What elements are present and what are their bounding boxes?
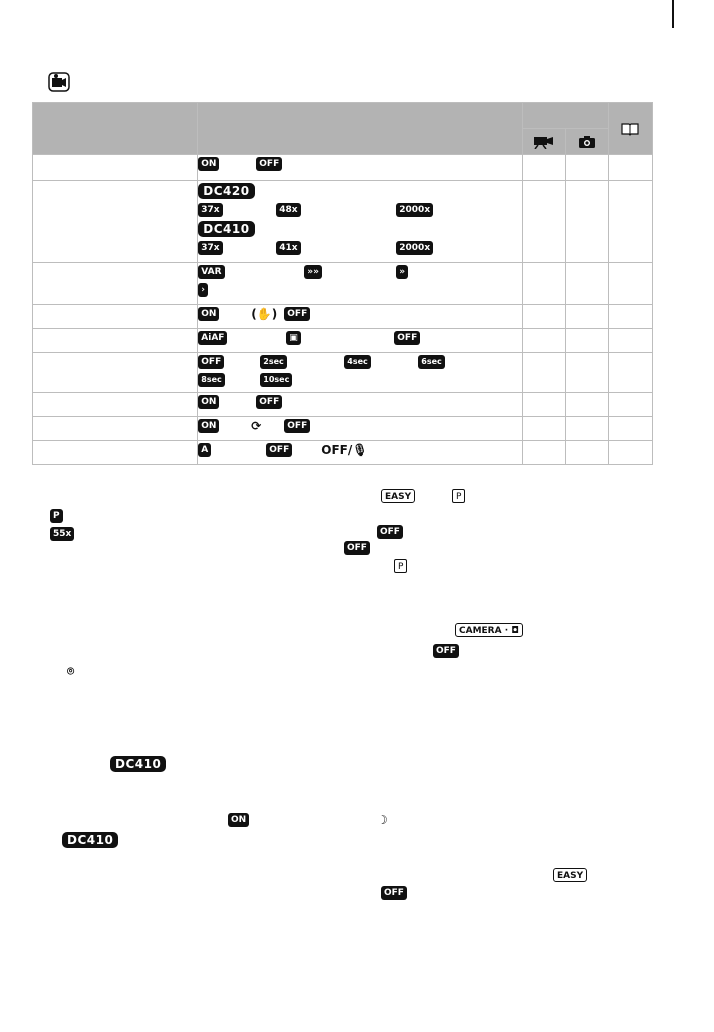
- mode-check-cell: [608, 353, 652, 393]
- options-line: [198, 181, 522, 201]
- 2000x-icon: 2000x: [396, 203, 433, 217]
- mode-check-cell: [608, 441, 652, 465]
- header-options-cell: [198, 103, 523, 155]
- 48x-icon: 48x: [276, 203, 300, 217]
- options-line: [198, 219, 522, 239]
- mode-check-cell: [522, 441, 565, 465]
- off-icon: OFF: [256, 395, 282, 409]
- mode-check-cell: [565, 181, 608, 263]
- symbol-icon: ›: [198, 283, 208, 297]
- options-line: [198, 417, 522, 435]
- mode-check-cell: [608, 417, 652, 441]
- mode-check-cell: [608, 263, 652, 305]
- note-off-icon: OFF: [344, 541, 370, 555]
- setting-name-cell: [33, 417, 198, 441]
- setting-options-cell: [198, 329, 523, 353]
- setting-options-cell: [198, 393, 523, 417]
- settings-table: [32, 102, 653, 465]
- note-dc410-icon: DC410: [110, 756, 166, 772]
- options-line: [198, 329, 522, 347]
- symbol-icon: »: [396, 265, 408, 279]
- note-off-icon: OFF: [381, 886, 407, 900]
- 2sec-icon: 2sec: [260, 355, 287, 369]
- setting-name-cell: [33, 181, 198, 263]
- 10sec-icon: 10sec: [260, 373, 292, 387]
- table-row: [33, 353, 653, 393]
- 41x-icon: 41x: [276, 241, 300, 255]
- note-p-icon: P: [452, 489, 465, 503]
- on-icon: ON: [198, 157, 219, 171]
- options-line: [198, 239, 522, 257]
- mode-check-cell: [608, 155, 652, 181]
- mode-check-cell: [565, 417, 608, 441]
- on-icon: ON: [198, 395, 219, 409]
- setting-options-cell: [198, 441, 523, 465]
- mode-check-cell: [608, 329, 652, 353]
- a-icon: A: [198, 443, 211, 457]
- setting-name-cell: [33, 353, 198, 393]
- mode-check-cell: [565, 353, 608, 393]
- options-line: [198, 393, 522, 411]
- header-photo-cell: [565, 129, 608, 155]
- 8sec-icon: 8sec: [198, 373, 225, 387]
- setting-options-cell: [198, 181, 523, 263]
- off-icon: OFF: [198, 355, 224, 369]
- header-movie-cell: [522, 129, 565, 155]
- mode-check-cell: [522, 305, 565, 329]
- options-line: [198, 155, 522, 173]
- table-row: [33, 305, 653, 329]
- table-row: [33, 393, 653, 417]
- off-icon: OFF: [394, 331, 420, 345]
- 6sec-icon: 6sec: [418, 355, 445, 369]
- setting-name-cell: [33, 329, 198, 353]
- dc420-icon: DC420: [198, 183, 254, 199]
- on-icon: ON: [198, 307, 219, 321]
- page-edge-bar: [672, 0, 674, 28]
- note-p-icon: P: [50, 509, 63, 523]
- symbol-icon: ▣: [286, 331, 301, 345]
- off-icon: OFF/🎙: [321, 443, 368, 457]
- setting-options-cell: [198, 353, 523, 393]
- mode-check-cell: [608, 305, 652, 329]
- note-off-icon: OFF: [433, 644, 459, 658]
- mode-check-cell: [522, 393, 565, 417]
- 2000x-icon: 2000x: [396, 241, 433, 255]
- header-mode-cell: [522, 103, 608, 129]
- photo-mode-icon: [577, 135, 597, 149]
- movie-mode-icon: [532, 135, 556, 149]
- setting-options-cell: [198, 305, 523, 329]
- mode-check-cell: [608, 181, 652, 263]
- note-camera-icon: CAMERA · ◘: [455, 623, 523, 637]
- off-icon: OFF: [266, 443, 292, 457]
- 37x-icon: 37x: [198, 203, 222, 217]
- note-easy-icon: EASY: [381, 489, 415, 503]
- mode-check-cell: [522, 353, 565, 393]
- note-off-icon: OFF: [377, 525, 403, 539]
- options-line: [198, 353, 522, 371]
- mode-check-cell: [522, 417, 565, 441]
- table-row: [33, 329, 653, 353]
- setting-name-cell: [33, 305, 198, 329]
- mode-check-cell: [608, 393, 652, 417]
- dc410-icon: DC410: [198, 221, 254, 237]
- header-item-cell: [33, 103, 198, 155]
- setting-name-cell: [33, 155, 198, 181]
- off-icon: OFF: [284, 419, 310, 433]
- mode-check-cell: [522, 329, 565, 353]
- mode-check-cell: [565, 155, 608, 181]
- note-p-icon: P: [394, 559, 407, 573]
- setting-name-cell: [33, 393, 198, 417]
- var-icon: VAR: [198, 265, 224, 279]
- symbol-icon: (✋): [251, 307, 278, 321]
- setting-options-cell: [198, 155, 523, 181]
- setting-name-cell: [33, 441, 198, 465]
- book-icon: [621, 122, 639, 136]
- table-row: [33, 441, 653, 465]
- note-dc410-icon: DC410: [62, 832, 118, 848]
- options-line: [198, 441, 522, 459]
- mode-check-cell: [522, 263, 565, 305]
- table-row: [33, 417, 653, 441]
- setting-name-cell: [33, 263, 198, 305]
- table-row: [33, 263, 653, 305]
- options-line: [198, 371, 522, 389]
- aiaf-icon: AiAF: [198, 331, 227, 345]
- mode-check-cell: [522, 181, 565, 263]
- table-row: [33, 155, 653, 181]
- note-on-icon: ON: [228, 813, 249, 827]
- mode-check-cell: [565, 305, 608, 329]
- note-easy-icon: EASY: [553, 868, 587, 882]
- off-icon: OFF: [256, 157, 282, 171]
- mode-check-cell: [565, 263, 608, 305]
- options-line: [198, 305, 522, 323]
- on-icon: ON: [198, 419, 219, 433]
- camcorder-mode-icon: [48, 72, 70, 92]
- mode-check-cell: [522, 155, 565, 181]
- mode-check-cell: [565, 441, 608, 465]
- options-line: [198, 201, 522, 219]
- options-line: [198, 281, 522, 299]
- table-row: [33, 181, 653, 263]
- mode-check-cell: [565, 393, 608, 417]
- note-symbol-icon: ⌾: [67, 664, 75, 678]
- header-reference-cell: [608, 103, 652, 155]
- symbol-icon: ⟳: [251, 419, 262, 433]
- symbol-icon: »»: [304, 265, 322, 279]
- options-line: [198, 263, 522, 281]
- setting-options-cell: [198, 263, 523, 305]
- off-icon: OFF: [284, 307, 310, 321]
- mode-check-cell: [565, 329, 608, 353]
- 37x-icon: 37x: [198, 241, 222, 255]
- 4sec-icon: 4sec: [344, 355, 371, 369]
- setting-options-cell: [198, 417, 523, 441]
- note-55x-icon: 55x: [50, 527, 74, 541]
- note-symbol-icon: ☽: [377, 813, 388, 827]
